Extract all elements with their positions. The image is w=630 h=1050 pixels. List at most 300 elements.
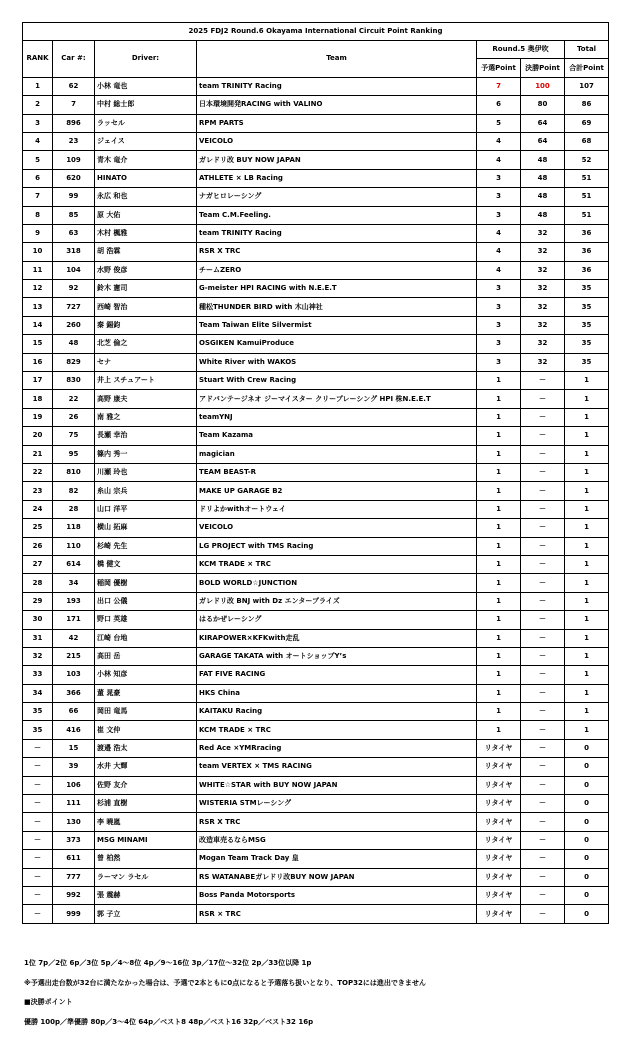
cell-qual: リタイヤ: [477, 831, 521, 849]
cell-final: －: [521, 500, 565, 518]
cell-car: 34: [53, 574, 95, 592]
cell-team: WISTERIA STMレーシング: [197, 795, 477, 813]
cell-team: アドバンテージネオ ジーマイスター クリープレーシング HPI 株N.E.E.T: [197, 390, 477, 408]
cell-car: 620: [53, 169, 95, 187]
cell-driver: 川瀬 玲也: [95, 463, 197, 481]
cell-qual: 3: [477, 280, 521, 298]
table-row: [23, 96, 609, 114]
cell-final: －: [521, 574, 565, 592]
cell-car: 48: [53, 335, 95, 353]
cell-driver: 曾 柏然: [95, 850, 197, 868]
cell-final: 32: [521, 261, 565, 279]
cell-driver: 永広 和也: [95, 188, 197, 206]
cell-car: 614: [53, 555, 95, 573]
cell-driver: 秦 錫鈞: [95, 316, 197, 334]
cell-rank: 29: [23, 592, 53, 610]
cell-qual: 3: [477, 316, 521, 334]
cell-rank: 32: [23, 647, 53, 665]
cell-driver: 小林 竜也: [95, 77, 197, 95]
table-row: [23, 427, 609, 445]
cell-rank: －: [23, 886, 53, 904]
cell-driver: 野口 英雄: [95, 611, 197, 629]
cell-final: －: [521, 776, 565, 794]
cell-final: 48: [521, 188, 565, 206]
cell-qual: 1: [477, 666, 521, 684]
table-row: [23, 261, 609, 279]
cell-team: MAKE UP GARAGE B2: [197, 482, 477, 500]
table-row: [23, 886, 609, 904]
cell-total: 1: [565, 666, 609, 684]
cell-driver: MSG MINAMI: [95, 831, 197, 849]
table-row: [23, 77, 609, 95]
cell-total: 1: [565, 408, 609, 426]
cell-qual: 4: [477, 224, 521, 242]
cell-car: 22: [53, 390, 95, 408]
cell-driver: 杉浦 直樹: [95, 795, 197, 813]
cell-rank: 10: [23, 243, 53, 261]
note-final-points: 優勝 100p／準優勝 80p／3～4位 64p／ベスト8 48p／ベスト16 32p／ベスト32 16p: [24, 1017, 314, 1026]
cell-rank: －: [23, 739, 53, 757]
cell-car: 106: [53, 776, 95, 794]
cell-rank: 34: [23, 684, 53, 702]
cell-qual: 3: [477, 353, 521, 371]
table-row: [23, 188, 609, 206]
cell-team: Team C.M.Feeling.: [197, 206, 477, 224]
cell-car: 215: [53, 647, 95, 665]
cell-car: 118: [53, 519, 95, 537]
table-row: [23, 390, 609, 408]
cell-team: はるかぜレーシング: [197, 611, 477, 629]
cell-total: 0: [565, 813, 609, 831]
table-row: [23, 114, 609, 132]
table-row: [23, 463, 609, 481]
cell-rank: 1: [23, 77, 53, 95]
cell-team: KIRAPOWER×KFKwith走乱: [197, 629, 477, 647]
table-row: [23, 831, 609, 849]
cell-driver: 李 曉嵐: [95, 813, 197, 831]
cell-car: 810: [53, 463, 95, 481]
cell-team: チームZERO: [197, 261, 477, 279]
cell-total: 1: [565, 500, 609, 518]
cell-car: 193: [53, 592, 95, 610]
cell-final: －: [521, 537, 565, 555]
cell-car: 992: [53, 886, 95, 904]
cell-driver: 糸山 宗兵: [95, 482, 197, 500]
cell-team: White River with WAKOS: [197, 353, 477, 371]
cell-final: 32: [521, 353, 565, 371]
cell-team: 改造車売るならMSG: [197, 831, 477, 849]
cell-car: 95: [53, 445, 95, 463]
cell-rank: 25: [23, 519, 53, 537]
table-row: [23, 850, 609, 868]
cell-driver: 橋 健文: [95, 555, 197, 573]
cell-rank: 9: [23, 224, 53, 242]
cell-team: RS WATANABEガレドリ改BUY NOW JAPAN: [197, 868, 477, 886]
cell-qual: 4: [477, 243, 521, 261]
table-row: [23, 776, 609, 794]
cell-driver: 出口 公儀: [95, 592, 197, 610]
cell-total: 35: [565, 280, 609, 298]
cell-car: 171: [53, 611, 95, 629]
cell-qual: 6: [477, 96, 521, 114]
cell-driver: 張 震赫: [95, 886, 197, 904]
cell-total: 36: [565, 261, 609, 279]
cell-driver: 横山 拓麻: [95, 519, 197, 537]
cell-team: OSGIKEN KamuiProduce: [197, 335, 477, 353]
cell-qual: 1: [477, 463, 521, 481]
col-driver-header: Driver:: [95, 41, 197, 78]
cell-final: －: [521, 611, 565, 629]
cell-qual: 1: [477, 500, 521, 518]
notes: [24, 960, 426, 1038]
table-row: [23, 813, 609, 831]
cell-car: 104: [53, 261, 95, 279]
cell-final: 100: [521, 77, 565, 95]
cell-driver: 青木 竜介: [95, 151, 197, 169]
cell-final: 32: [521, 243, 565, 261]
cell-team: ドリよかwithオートウェイ: [197, 500, 477, 518]
round-header: Round.5 奥伊吹: [477, 41, 565, 59]
cell-team: RSR X TRC: [197, 243, 477, 261]
cell-final: －: [521, 427, 565, 445]
cell-qual: 3: [477, 169, 521, 187]
cell-qual: 1: [477, 390, 521, 408]
total-header: Total: [565, 41, 609, 59]
cell-qual: 1: [477, 703, 521, 721]
cell-final: 32: [521, 298, 565, 316]
cell-final: 64: [521, 132, 565, 150]
cell-car: 62: [53, 77, 95, 95]
note-qual-points: 1位 7p／2位 6p／3位 5p／4～8位 4p／9～16位 3p／17位～32位 2p／33位以降 1p: [24, 959, 312, 967]
cell-team: ナガヒロレーシング: [197, 188, 477, 206]
cell-total: 51: [565, 188, 609, 206]
cell-driver: HINATO: [95, 169, 197, 187]
cell-final: 48: [521, 169, 565, 187]
col-car-header: Car #:: [53, 41, 95, 78]
cell-final: －: [521, 795, 565, 813]
cell-qual: 1: [477, 611, 521, 629]
cell-team: ガレドリ改 BNJ with Dz エンタープライズ: [197, 592, 477, 610]
cell-team: ATHLETE × LB Racing: [197, 169, 477, 187]
cell-final: －: [521, 555, 565, 573]
cell-qual: 1: [477, 574, 521, 592]
table-row: [23, 132, 609, 150]
cell-rank: 2: [23, 96, 53, 114]
cell-driver: 岡田 竜馬: [95, 703, 197, 721]
cell-team: team TRINITY Racing: [197, 224, 477, 242]
cell-final: 32: [521, 280, 565, 298]
cell-total: 107: [565, 77, 609, 95]
cell-car: 103: [53, 666, 95, 684]
table-row: [23, 482, 609, 500]
cell-qual: 1: [477, 592, 521, 610]
cell-qual: 4: [477, 261, 521, 279]
cell-car: 373: [53, 831, 95, 849]
cell-rank: 11: [23, 261, 53, 279]
cell-final: －: [521, 372, 565, 390]
cell-car: 109: [53, 151, 95, 169]
cell-qual: 7: [477, 77, 521, 95]
table-row: [23, 795, 609, 813]
cell-final: －: [521, 666, 565, 684]
table-row: [23, 574, 609, 592]
cell-rank: 16: [23, 353, 53, 371]
cell-final: －: [521, 629, 565, 647]
cell-team: LG PROJECT with TMS Racing: [197, 537, 477, 555]
cell-qual: 3: [477, 188, 521, 206]
cell-driver: 胡 浩霖: [95, 243, 197, 261]
cell-driver: 鈴木 憲司: [95, 280, 197, 298]
cell-rank: 3: [23, 114, 53, 132]
cell-total: 0: [565, 795, 609, 813]
cell-rank: －: [23, 813, 53, 831]
cell-car: 999: [53, 905, 95, 923]
cell-total: 0: [565, 850, 609, 868]
cell-team: 種松THUNDER BIRD with 木山神社: [197, 298, 477, 316]
cell-rank: 24: [23, 500, 53, 518]
cell-rank: －: [23, 831, 53, 849]
cell-qual: 5: [477, 114, 521, 132]
note-qualifying-rule: ※予選出走台数が32台に満たなかった場合は、予選で2本ともに0点になると予選落ち扱いとなり、TOP32には進出できません: [24, 978, 426, 987]
cell-team: TEAM BEAST-R: [197, 463, 477, 481]
cell-total: 1: [565, 574, 609, 592]
cell-team: GARAGE TAKATA with オートショップY’s: [197, 647, 477, 665]
cell-rank: 14: [23, 316, 53, 334]
cell-final: 48: [521, 206, 565, 224]
cell-rank: 12: [23, 280, 53, 298]
table-row: [23, 647, 609, 665]
cell-final: －: [521, 868, 565, 886]
cell-rank: －: [23, 776, 53, 794]
table-row: [23, 206, 609, 224]
table-row: [23, 721, 609, 739]
cell-rank: 26: [23, 537, 53, 555]
cell-final: －: [521, 739, 565, 757]
table-row: [23, 372, 609, 390]
cell-qual: リタイヤ: [477, 813, 521, 831]
cell-final: 32: [521, 316, 565, 334]
qual-point-header: 予選Point: [477, 59, 521, 77]
cell-final: 48: [521, 151, 565, 169]
cell-final: －: [521, 592, 565, 610]
table-row: [23, 555, 609, 573]
cell-total: 1: [565, 592, 609, 610]
total-point-header: 合計Point: [565, 59, 609, 77]
cell-team: RSR × TRC: [197, 905, 477, 923]
table-row: [23, 298, 609, 316]
ranking-table: [22, 22, 609, 924]
cell-rank: 28: [23, 574, 53, 592]
cell-total: 1: [565, 629, 609, 647]
cell-team: Stuart With Crew Racing: [197, 372, 477, 390]
cell-qual: 1: [477, 629, 521, 647]
cell-final: －: [521, 850, 565, 868]
cell-driver: 小林 知彦: [95, 666, 197, 684]
cell-rank: 23: [23, 482, 53, 500]
table-row: [23, 703, 609, 721]
table-row: [23, 353, 609, 371]
col-rank-header: RANK: [23, 41, 53, 78]
table-row: [23, 758, 609, 776]
cell-car: 829: [53, 353, 95, 371]
cell-total: 52: [565, 151, 609, 169]
cell-driver: 水井 大輝: [95, 758, 197, 776]
cell-total: 36: [565, 224, 609, 242]
cell-total: 0: [565, 886, 609, 904]
page-title: 2025 FDJ2 Round.6 Okayama International Circuit Point Ranking: [23, 23, 609, 41]
cell-final: －: [521, 463, 565, 481]
note-final-heading: ■決勝ポイント: [24, 998, 73, 1006]
cell-team: VEICOLO: [197, 132, 477, 150]
cell-driver: 董 晁豪: [95, 684, 197, 702]
cell-qual: リタイヤ: [477, 776, 521, 794]
table-row: [23, 169, 609, 187]
cell-total: 1: [565, 519, 609, 537]
cell-final: 64: [521, 114, 565, 132]
cell-total: 0: [565, 739, 609, 757]
cell-rank: 33: [23, 666, 53, 684]
table-row: [23, 905, 609, 923]
cell-final: －: [521, 482, 565, 500]
cell-total: 1: [565, 463, 609, 481]
cell-car: 92: [53, 280, 95, 298]
cell-total: 1: [565, 647, 609, 665]
cell-final: －: [521, 886, 565, 904]
cell-team: 日本環境開発RACING with VALINO: [197, 96, 477, 114]
table-row: [23, 408, 609, 426]
cell-rank: 15: [23, 335, 53, 353]
cell-total: 1: [565, 445, 609, 463]
cell-team: team VERTEX × TMS RACING: [197, 758, 477, 776]
cell-driver: 崔 文仲: [95, 721, 197, 739]
table-row: [23, 151, 609, 169]
cell-driver: 西崎 智治: [95, 298, 197, 316]
cell-rank: 7: [23, 188, 53, 206]
cell-rank: 5: [23, 151, 53, 169]
table-row: [23, 500, 609, 518]
cell-driver: 南 雅之: [95, 408, 197, 426]
cell-qual: リタイヤ: [477, 795, 521, 813]
cell-car: 416: [53, 721, 95, 739]
cell-car: 611: [53, 850, 95, 868]
cell-driver: 佐野 友介: [95, 776, 197, 794]
cell-total: 0: [565, 905, 609, 923]
cell-rank: －: [23, 868, 53, 886]
cell-car: 42: [53, 629, 95, 647]
cell-total: 68: [565, 132, 609, 150]
table-row: [23, 611, 609, 629]
cell-rank: 20: [23, 427, 53, 445]
cell-car: 727: [53, 298, 95, 316]
table-row: [23, 243, 609, 261]
cell-driver: 原 大佑: [95, 206, 197, 224]
table-row: [23, 519, 609, 537]
cell-car: 777: [53, 868, 95, 886]
cell-rank: 35: [23, 721, 53, 739]
cell-final: －: [521, 684, 565, 702]
cell-driver: ジェイス: [95, 132, 197, 150]
cell-driver: 渡邉 浩太: [95, 739, 197, 757]
cell-car: 318: [53, 243, 95, 261]
cell-driver: 木村 楓雅: [95, 224, 197, 242]
cell-car: 26: [53, 408, 95, 426]
cell-qual: 1: [477, 408, 521, 426]
cell-team: VEICOLO: [197, 519, 477, 537]
cell-total: 0: [565, 868, 609, 886]
cell-car: 260: [53, 316, 95, 334]
cell-team: teamYNJ: [197, 408, 477, 426]
cell-rank: 21: [23, 445, 53, 463]
cell-team: magician: [197, 445, 477, 463]
cell-qual: 1: [477, 482, 521, 500]
table-row: [23, 868, 609, 886]
cell-car: 39: [53, 758, 95, 776]
cell-car: 28: [53, 500, 95, 518]
cell-driver: 高野 康夫: [95, 390, 197, 408]
cell-qual: 3: [477, 206, 521, 224]
cell-rank: －: [23, 905, 53, 923]
cell-car: 85: [53, 206, 95, 224]
cell-car: 830: [53, 372, 95, 390]
cell-team: KAITAKU Racing: [197, 703, 477, 721]
cell-total: 1: [565, 537, 609, 555]
cell-driver: 稲岡 優樹: [95, 574, 197, 592]
table-row: [23, 739, 609, 757]
cell-total: 35: [565, 353, 609, 371]
ranking-rows: [23, 77, 609, 923]
cell-total: 0: [565, 776, 609, 794]
cell-driver: 杉崎 先生: [95, 537, 197, 555]
cell-total: 36: [565, 243, 609, 261]
cell-final: －: [521, 905, 565, 923]
cell-rank: －: [23, 758, 53, 776]
cell-final: －: [521, 703, 565, 721]
cell-rank: 27: [23, 555, 53, 573]
cell-total: 1: [565, 721, 609, 739]
cell-total: 35: [565, 335, 609, 353]
cell-rank: 4: [23, 132, 53, 150]
cell-total: 1: [565, 372, 609, 390]
cell-final: －: [521, 647, 565, 665]
cell-total: 0: [565, 831, 609, 849]
cell-total: 1: [565, 390, 609, 408]
cell-team: ガレドリ改 BUY NOW JAPAN: [197, 151, 477, 169]
cell-qual: リタイヤ: [477, 905, 521, 923]
cell-total: 35: [565, 316, 609, 334]
cell-total: 35: [565, 298, 609, 316]
cell-car: 366: [53, 684, 95, 702]
cell-qual: リタイヤ: [477, 739, 521, 757]
cell-rank: 22: [23, 463, 53, 481]
table-row: [23, 666, 609, 684]
cell-final: －: [521, 813, 565, 831]
table-row: [23, 224, 609, 242]
cell-qual: 3: [477, 298, 521, 316]
cell-total: 1: [565, 703, 609, 721]
table-row: [23, 629, 609, 647]
cell-rank: －: [23, 795, 53, 813]
cell-car: 7: [53, 96, 95, 114]
cell-car: 110: [53, 537, 95, 555]
cell-team: RSR X TRC: [197, 813, 477, 831]
cell-team: G-meister HPI RACING with N.E.E.T: [197, 280, 477, 298]
cell-driver: ラッセル: [95, 114, 197, 132]
cell-final: －: [521, 408, 565, 426]
cell-qual: リタイヤ: [477, 850, 521, 868]
final-point-header: 決勝Point: [521, 59, 565, 77]
cell-qual: 1: [477, 427, 521, 445]
cell-qual: 1: [477, 555, 521, 573]
